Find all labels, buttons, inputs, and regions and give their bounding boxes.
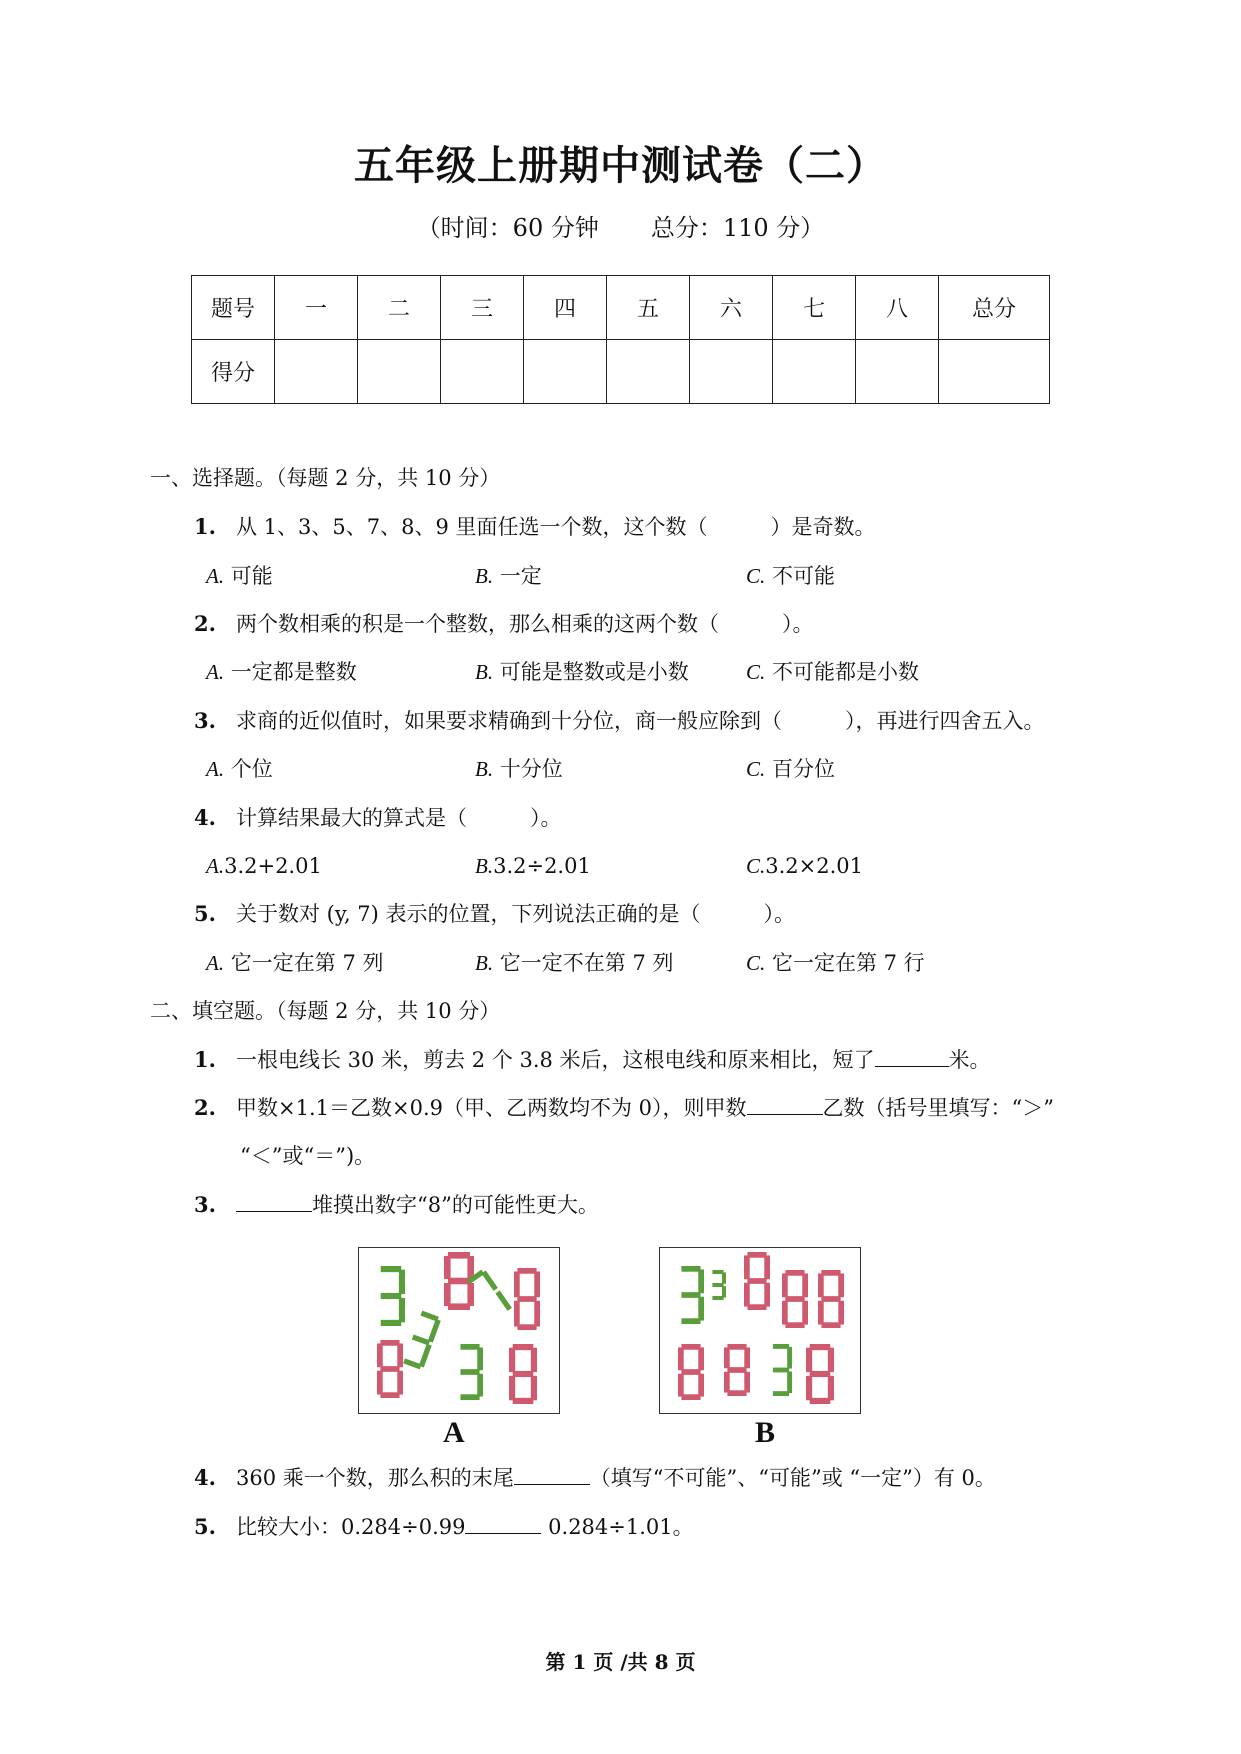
digit-segment [681,1266,700,1272]
digit-segment [681,1369,700,1375]
digit-segment [380,1340,399,1346]
digit-segment [712,1283,723,1287]
figure-b-label: B [755,1416,776,1449]
option-text: 百分位 [771,757,835,781]
option-a [206,562,273,590]
question-text: 求商的近似值时，如果要求精确到十分位，商一般应除到（ ），再进行四舍五入。 [236,709,1045,733]
score-cell: 四 [524,276,607,340]
option-label: A. [206,757,225,781]
question [194,1464,996,1492]
score-cell: 得分 [192,340,275,404]
answer-blank[interactable] [465,1513,541,1534]
digit-8-red [744,1252,770,1310]
digit-segment [712,1270,723,1274]
digit-3-green [681,1266,704,1324]
digit-segment [381,1293,402,1299]
question-text: 0.284÷1.01。 [541,1515,694,1539]
digit-segment [481,1270,498,1290]
score-entry [441,340,524,404]
digit-segment [810,1371,831,1377]
question-text: 计算结果最大的算式是（ ）。 [236,806,562,830]
option-label: A. [206,854,225,878]
digit-segment [764,1255,770,1279]
digit-8-red [818,1270,844,1328]
digit-segment [821,1296,840,1302]
question [194,610,814,638]
digit-segment [477,1347,483,1370]
digit-8-red [806,1344,834,1404]
option-c [746,852,863,880]
digit-segment [818,1301,824,1325]
question-number: 1. [194,1047,216,1072]
score-entry [524,340,607,404]
digit-segment [727,1344,746,1350]
digit-8-red [678,1344,704,1400]
option-text: 3.2×2.01 [765,854,864,878]
figure-a-digits [359,1248,559,1413]
option-b [475,949,673,977]
question-text: 比较大小：0.284÷0.99 [236,1515,466,1539]
digit-segment [747,1252,766,1258]
option-c [746,562,835,590]
question-number: 4. [194,805,216,830]
question [194,707,1045,735]
question [194,1513,694,1541]
option-b [475,852,591,880]
digit-segment [531,1376,537,1400]
score-cell: 三 [441,276,524,340]
figure-b [659,1247,861,1414]
digit-segment [785,1322,804,1328]
option-text: 3.2+2.01 [224,854,322,878]
option-a [206,949,383,977]
option-text: 3.2÷2.01 [493,854,591,878]
score-cell: 六 [690,276,773,340]
digit-segment [380,1366,399,1372]
digit-segment [531,1348,537,1372]
question-text: 360 乘一个数，那么积的末尾 [236,1466,514,1490]
score-cell: 八 [856,276,939,340]
digit-8-red [514,1268,540,1330]
digit-segment [514,1271,520,1297]
figure-a-label: A [443,1416,465,1449]
digit-segment [724,1372,730,1393]
digit-segment [381,1266,402,1272]
digit-segment [397,1343,403,1367]
option-text: 十分位 [499,757,563,781]
digit-segment [678,1347,684,1370]
digit-segment [460,1394,479,1400]
option-label: C. [746,564,766,588]
option-a [206,852,322,880]
score-cell: 总分 [939,276,1050,340]
digit-segment [724,1347,730,1368]
question-number: 5. [194,1514,216,1539]
option-label: B. [475,660,494,684]
question-text: 乙数（括号里填写：“＞” [822,1096,1055,1120]
section1-heading: 一、选择题。（每题 2 分，共 10 分） [150,466,501,490]
answer-blank[interactable] [514,1464,590,1485]
option-label: C. [746,854,766,878]
digit-segment [412,1334,430,1345]
digit-3-green [773,1344,792,1396]
option-label: C. [746,951,766,975]
digit-8-red [724,1344,750,1396]
score-entry [939,340,1050,404]
digit-segment [828,1348,834,1372]
option-label: B. [475,564,494,588]
digit-3-green [403,1311,442,1371]
option-b [475,658,689,686]
digit-segment [448,1303,470,1310]
option-label: A. [206,660,225,684]
digit-segment [722,1272,726,1283]
question-text: 关于数对 (y, 7) 表示的位置，下列说法正确的是（ ）。 [236,902,796,926]
question-number: 4. [194,1465,216,1490]
digit-segment [513,1371,534,1377]
score-entry [856,340,939,404]
question-number: 5. [194,901,216,926]
digit-segment [448,1278,470,1285]
digit-segment [722,1286,726,1297]
digit-segment [514,1301,520,1327]
digit-segment [517,1268,536,1274]
digit-segment [806,1348,812,1372]
figure-a [358,1247,560,1414]
digit-segment [744,1372,750,1393]
digit-segment [698,1269,704,1293]
option-text: 可能是整数或是小数 [499,660,689,684]
option-label: A. [206,564,225,588]
option-text: 一定都是整数 [230,660,357,684]
digit-segment [785,1270,804,1276]
digit-segment [838,1301,844,1325]
page-title: 五年级上册期中测试卷（二） [354,143,887,189]
question [194,513,876,541]
option-c [746,658,919,686]
option-text: 它一定在第 7 列 [230,951,384,975]
digit-segment [806,1376,812,1400]
score-entry [275,340,358,404]
option-text: 个位 [230,757,273,781]
digit-segment [744,1347,750,1368]
digit-3-green [381,1266,405,1326]
digit-segment [381,1320,402,1326]
question-number: 3. [194,708,216,733]
digit-segment [821,1322,840,1328]
score-table [191,275,1050,404]
question-number: 2. [194,611,216,636]
digit-segment [727,1367,746,1373]
digit-segment [513,1398,534,1404]
digit-8-red [782,1270,808,1328]
question [194,1191,599,1219]
option-text: 它一定不在第 7 列 [499,951,674,975]
digit-segment [377,1343,383,1367]
question-continuation: “＜”或“＝”)。 [240,1144,376,1168]
digit-segment [698,1374,704,1397]
score-table-header-row [192,276,1050,340]
score-entry [773,340,856,404]
digit-segment [467,1283,474,1306]
digit-segment [681,1394,700,1400]
question [194,1046,991,1074]
option-label: B. [475,854,494,878]
page-footer: 第 1 页 /共 8 页 [545,1650,696,1674]
score-table-score-row [192,340,1050,404]
digit-segment [773,1344,789,1349]
digit-segment [509,1376,515,1400]
question [194,900,795,928]
digit-segment [380,1392,399,1398]
digit-segment [460,1344,479,1350]
question-text: 甲数×1.1＝乙数×0.9（甲、乙两数均不为 0），则甲数 [236,1096,747,1120]
option-a [206,755,273,783]
digit-segment [773,1391,789,1396]
digit-segment [428,1319,441,1343]
digit-segment [444,1256,451,1279]
digit-segment [448,1252,470,1259]
score-cell: 七 [773,276,856,340]
digit-segment [698,1347,704,1370]
score-entry [358,340,441,404]
digit-segment [782,1301,788,1325]
option-text: 不可能都是小数 [771,660,919,684]
option-label: B. [475,757,494,781]
question-number: 2. [194,1095,216,1120]
digit-segment [747,1304,766,1310]
digit-segment [773,1368,789,1373]
option-label: C. [746,660,766,684]
digit-segment [534,1301,540,1327]
question-text: 从 1、3、5、7、8、9 里面任选一个数，这个数（ ）是奇数。 [236,515,876,539]
digit-segment [681,1318,700,1324]
digit-segment [698,1297,704,1321]
digit-segment [495,1290,512,1310]
digit-segment [513,1344,534,1350]
digit-segment [744,1283,750,1307]
section2-heading: 二、填空题。（每题 2 分，共 10 分） [150,999,501,1023]
question [194,1094,1054,1122]
answer-blank[interactable] [747,1094,823,1115]
digit-segment [787,1347,792,1369]
score-cell: 二 [358,276,441,340]
option-b [475,755,563,783]
digit-segment [444,1283,451,1306]
question-text: 米。 [948,1048,991,1072]
score-cell: 题号 [192,276,275,340]
option-label: A. [206,951,225,975]
option-text: 不可能 [771,564,835,588]
score-entry [607,340,690,404]
question [194,804,562,832]
question-text: 一根电线长 30 米，剪去 2 个 3.8 米后，这根电线和原来相比，短了 [236,1048,875,1072]
digit-segment [517,1296,536,1302]
question-number: 3. [194,1192,216,1217]
digit-segment [377,1371,383,1395]
digit-segment [397,1371,403,1395]
option-c [746,755,835,783]
question-text: （填写“不可能”、“可能”或 “一定”）有 0。 [589,1466,996,1490]
digit-segment [782,1273,788,1297]
option-text: 它一定在第 7 行 [771,951,925,975]
digit-8-red [377,1340,403,1398]
page-subtitle [0,208,1241,243]
question-text: 两个数相乘的积是一个整数，那么相乘的这两个数（ ）。 [236,612,814,636]
digit-segment [821,1270,840,1276]
digit-segment [838,1273,844,1297]
digit-segment [744,1255,750,1279]
figure-b-digits [660,1248,860,1413]
digit-segment [399,1270,405,1294]
digit-segment [678,1374,684,1397]
digit-8-red [509,1344,537,1404]
digit-segment [747,1278,766,1284]
score-cell: 一 [275,276,358,340]
digit-segment [460,1369,479,1375]
digit-segment [810,1398,831,1404]
option-b [475,562,542,590]
digit-segment [818,1273,824,1297]
digit-segment [681,1292,700,1298]
digit-3-green [460,1344,483,1400]
score-entry [690,340,773,404]
score-info: 总分：110 分） [650,214,825,242]
digit-segment [681,1344,700,1350]
digit-segment [802,1273,808,1297]
digit-segment [802,1301,808,1325]
digit-segment [785,1296,804,1302]
option-text: 可能 [230,564,273,588]
option-label: C. [746,757,766,781]
digit-segment [399,1298,405,1322]
time-info: （时间：60 分钟 [416,214,599,242]
digit-segment [509,1348,515,1372]
question-text: 堆摸出数字“8”的可能性更大。 [312,1193,599,1217]
digit-segment [787,1371,792,1393]
digit-segment [403,1358,421,1369]
option-c [746,949,925,977]
option-a [206,658,357,686]
answer-blank[interactable] [875,1046,949,1067]
digit-segment [419,1344,432,1368]
option-label: B. [475,951,494,975]
digit-segment [727,1390,746,1396]
option-text: 一定 [499,564,542,588]
digit-segment [712,1296,723,1300]
digit-segment [828,1376,834,1400]
digit-segment [477,1374,483,1397]
score-cell: 五 [607,276,690,340]
answer-blank[interactable] [236,1191,312,1212]
question-number: 1. [194,514,216,539]
digit-segment [764,1283,770,1307]
digit-3-green [712,1270,726,1300]
digit-segment [517,1324,536,1330]
digit-segment [534,1271,540,1297]
digit-segment [810,1344,831,1350]
